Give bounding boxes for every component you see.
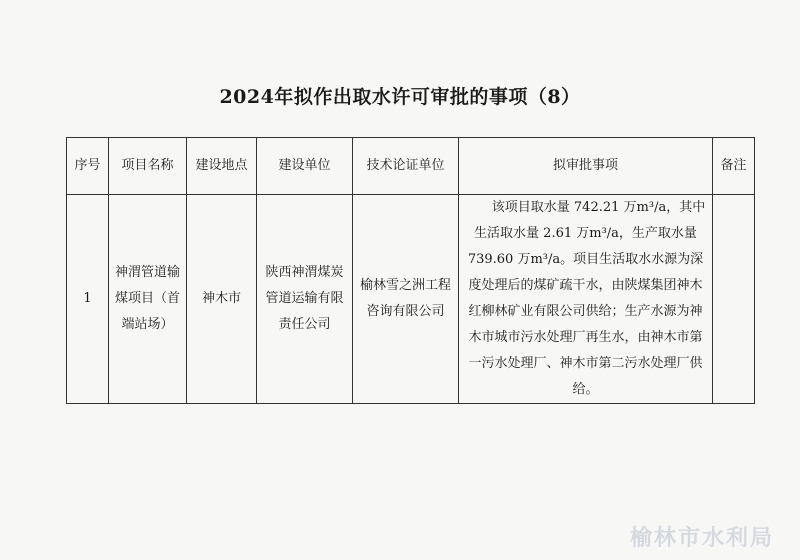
approval-text: 该项目取水量 742.21 万m³/a，其中生活取水量 2.61 万m³/a，生产取水量 739.60 万m³/a。项目生活取水水源为深度处理后的煤矿疏干水，由陕煤集团神木红柳林矿业有限公司供给；生产水源为神木市城市污水处理厂再生水，由神木市第一污水处理厂、神木市第二污水处理厂供给。 <box>467 200 706 397</box>
header-remarks: 备注 <box>713 138 755 195</box>
document-title: 2024年拟作出取水许可审批的事项（8） <box>219 86 581 108</box>
approval-table <box>66 137 755 404</box>
header-tech-unit: 技术论证单位 <box>353 138 459 195</box>
cell-tech-unit: 榆林雪之洲工程咨询有限公司 <box>353 195 459 404</box>
table-header-row <box>67 138 755 195</box>
table-row <box>67 195 755 404</box>
cell-remarks <box>713 195 755 404</box>
cell-approval <box>459 195 713 404</box>
header-unit: 建设单位 <box>257 138 353 195</box>
cell-no: 1 <box>67 195 109 404</box>
watermark: 榆林市水利局 <box>629 526 774 551</box>
header-approval: 拟审批事项 <box>459 138 713 195</box>
header-no: 序号 <box>67 138 109 195</box>
cell-unit: 陕西神渭煤炭管道运输有限责任公司 <box>257 195 353 404</box>
cell-location: 神木市 <box>187 195 257 404</box>
header-project-name: 项目名称 <box>109 138 187 195</box>
header-location: 建设地点 <box>187 138 257 195</box>
cell-project-name: 神渭管道输煤项目（首端站场） <box>109 195 187 404</box>
